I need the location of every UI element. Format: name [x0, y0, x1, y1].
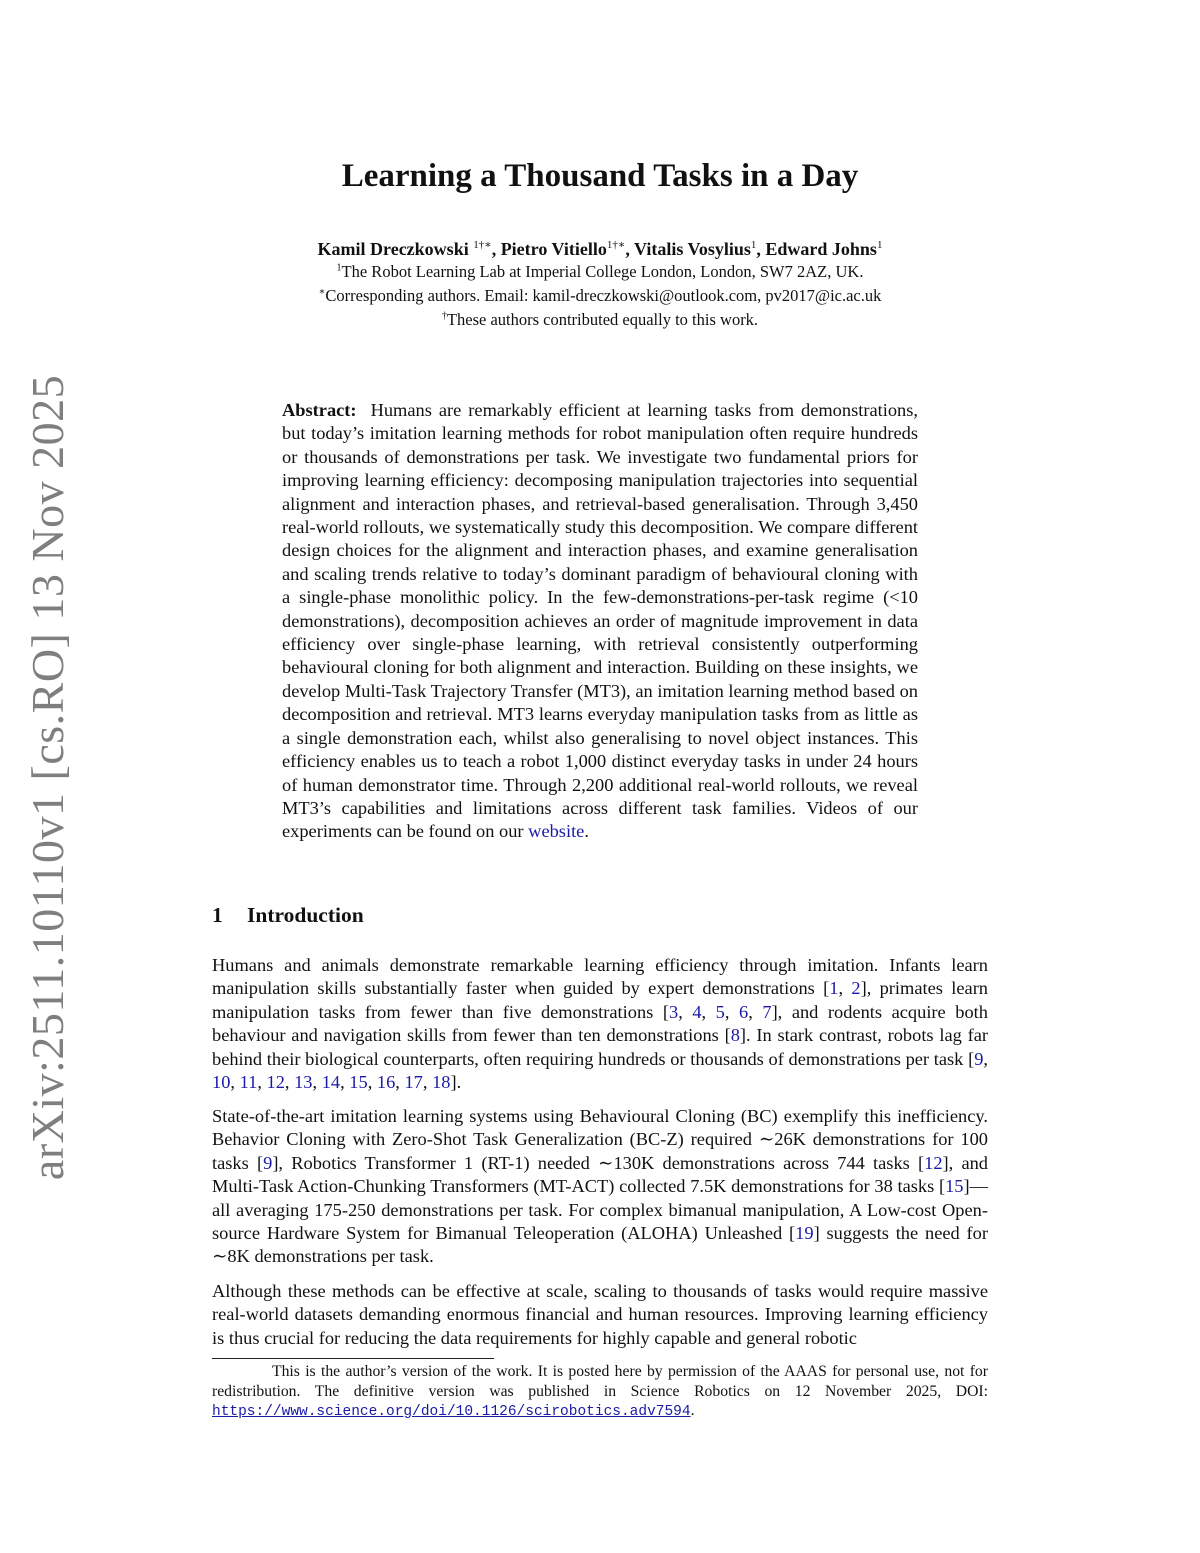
citation-link[interactable]: 18 — [432, 1072, 451, 1093]
paragraph-text: Humans and animals demonstrate remarkable learning efficiency through imitation. Infants learn manipulation skills substantially faster when guided by expert demonstrations [ — [212, 955, 988, 999]
corresponding-line — [0, 286, 1200, 306]
author-separator: , — [756, 239, 766, 259]
footnote-text: This is the author’s version of the work. It is posted here by permission of the AAAS for personal use, not for redistribution. The definitive version was published in Science Robotics on 12 November 2025, DOI: — [212, 1363, 988, 1400]
citation-link[interactable]: 8 — [730, 1025, 740, 1046]
author-separator: , — [625, 239, 634, 259]
paper-title: Learning a Thousand Tasks in a Day — [341, 158, 859, 194]
arxiv-side-stamp — [10, 374, 85, 1181]
citation-link[interactable]: 2 — [851, 978, 861, 999]
paragraph-text: ]. In stark contrast, robots lag far behind their biological counterparts, often requiring hundreds or thousands of demonstrations per task [ — [212, 1025, 988, 1069]
paragraph-text: ], primates learn manipulation tasks from fewer than five demonstrations [ — [212, 978, 989, 1022]
citation-link[interactable]: 15 — [945, 1176, 964, 1197]
author-name: Kamil Dreczkowski — [317, 239, 469, 259]
citation-link[interactable]: 10 — [212, 1072, 231, 1093]
equal-contribution-line — [0, 310, 1200, 330]
abstract-label: Abstract: — [282, 400, 357, 420]
corresponding-text: Corresponding authors. Email: kamil-dreczkowski@outlook.com, pv2017@ic.ac.uk — [325, 286, 882, 305]
paragraph-text: , — [257, 1072, 267, 1093]
paragraph-text: , — [367, 1072, 377, 1093]
affiliation-line — [0, 262, 1200, 282]
author-separator: , — [491, 239, 501, 259]
abstract — [282, 399, 918, 844]
section-number: 1 — [212, 903, 223, 927]
section-heading — [212, 903, 364, 928]
paragraph-text: , — [284, 1072, 295, 1093]
citation-link[interactable]: 9 — [263, 1152, 273, 1173]
footnote-end: . — [690, 1402, 695, 1419]
paragraph-text: ], and rodents acquire both behaviour and navigation skills from fewer than ten demonstrations [ — [212, 1001, 988, 1046]
citation-link[interactable]: 5 — [715, 1001, 725, 1022]
paragraph-text: ], and Multi-Task Action-Chunking Transformers (MT-ACT) collected 7.5K demonstrations for 38 tasks [ — [212, 1152, 989, 1197]
author-affiliation-mark: 1 — [750, 239, 757, 251]
citation-link[interactable]: 17 — [404, 1072, 423, 1093]
paragraph-text: , — [678, 1001, 693, 1022]
paragraph-text: ], Robotics Transformer 1 (RT-1) needed ∼130K demonstrations across 744 tasks [ — [272, 1152, 925, 1173]
author-name: Edward Johns — [765, 239, 877, 259]
website-link[interactable]: website — [528, 821, 585, 842]
author-affiliation-mark: 1†∗ — [473, 239, 492, 251]
equal-contribution-mark: † — [441, 310, 447, 322]
citation-link[interactable]: 12 — [924, 1152, 943, 1173]
intro-paragraph-1 — [212, 954, 988, 1094]
citation-link[interactable]: 15 — [349, 1072, 368, 1093]
citation-link[interactable]: 19 — [795, 1223, 814, 1244]
intro-paragraph-2 — [212, 1105, 988, 1269]
doi-link[interactable]: https://www.science.org/doi/10.1126/scirobotics.adv7594 — [212, 1404, 691, 1420]
paragraph-text: , — [701, 1001, 716, 1022]
affiliation-mark: 1 — [336, 262, 342, 274]
author-affiliation-mark: 1†∗ — [606, 239, 626, 251]
footnote — [212, 1362, 988, 1423]
affiliation-text: The Robot Learning Lab at Imperial College London, London, SW7 2AZ, UK. — [341, 262, 864, 281]
section-title: Introduction — [247, 903, 364, 927]
author-affiliation-mark: 1 — [876, 239, 883, 251]
arxiv-identifier: arXiv:2511.10110v1 [cs.RO] 13 Nov 2025 — [22, 374, 73, 1181]
author-name: Pietro Vitiello — [500, 239, 607, 259]
citation-link[interactable]: 16 — [376, 1072, 396, 1093]
citation-link[interactable]: 4 — [692, 1001, 702, 1022]
equal-contribution-text: These authors contributed equally to this work. — [446, 310, 759, 329]
corresponding-mark: ∗ — [318, 286, 326, 298]
paragraph-text: , — [724, 1001, 740, 1022]
paragraph-text: , — [983, 1048, 988, 1069]
abstract-end: . — [584, 821, 589, 842]
paragraph-text: , — [422, 1072, 433, 1093]
paragraph-text: , — [395, 1072, 405, 1093]
paragraph-text: , — [748, 1001, 763, 1022]
citation-link[interactable]: 12 — [266, 1072, 285, 1093]
author-list — [0, 238, 1200, 260]
paragraph-text: Although these methods can be effective at scale, scaling to thousands of tasks would require massive real-world datasets demanding enormous financial and human resources. Improving learning efficiency is thus crucial for reducing the data requirements for highly capable and general robotic — [212, 1281, 988, 1348]
citation-link[interactable]: 14 — [321, 1072, 341, 1093]
citation-link[interactable]: 7 — [762, 1001, 772, 1022]
paragraph-text: , — [838, 978, 852, 999]
citation-link[interactable]: 13 — [294, 1072, 313, 1093]
paragraph-text: ]. — [450, 1072, 462, 1093]
paragraph-text: ]— all averaging 175-250 demonstrations per task. For complex bimanual manipulation, A Low-cost Open-source Hardware System for Bimanual Teleoperation (ALOHA) Unleashed [ — [212, 1176, 988, 1244]
citation-link[interactable]: 3 — [668, 1001, 679, 1022]
paragraph-text: , — [340, 1072, 350, 1093]
paragraph-text: , — [312, 1072, 322, 1093]
citation-link[interactable]: 11 — [239, 1072, 258, 1093]
footnote-rule — [212, 1358, 494, 1359]
citation-link[interactable]: 6 — [739, 1001, 749, 1022]
author-name: Vitalis Vosylius — [634, 239, 751, 259]
abstract-text: Humans are remarkably efficient at learning tasks from demonstrations, but today’s imitation learning methods for robot manipulation often require hundreds or thousands of demonstrations per task. We investigate two fundamental priors for improving learning efficiency: decomposing manipulation trajectories into sequential alignment and interaction phases, and retrieval-based generalisation. Through 3,450 real-world rollouts, we systematically study this decomposition. We compare different design choices for the alignment and interaction phases, and examine generalisation and scaling trends relative to today’s dominant paradigm of behavioural cloning with a single-phase monolithic policy. In the few-demonstrations-per-task regime (<10 demonstrations), decomposition achieves an order of magnitude improvement in data efficiency over single-phase learning, with retrieval consistently outperforming behavioural cloning for both alignment and interaction. Building on these insights, we develop Multi-Task Trajectory Transfer (MT3), an imitation learning method based on decomposition and retrieval. MT3 learns everyday manipulation tasks from as little as a single demonstration each, whilst also generalising to novel object instances. This efficiency enables us to teach a robot 1,000 distinct everyday tasks in under 24 hours of human demonstrator time. Through 2,200 additional real-world rollouts, we reveal MT3’s capabilities and limitations across different task families. Videos of our experiments can be found on our — [282, 400, 918, 842]
citation-link[interactable]: 1 — [829, 978, 839, 999]
paragraph-text: , — [230, 1072, 240, 1093]
paragraph-text: ] suggests the need for ∼8K demonstrations per task. — [212, 1223, 988, 1267]
citation-link[interactable]: 9 — [974, 1048, 984, 1069]
paragraph-text: State-of-the-art imitation learning systems using Behavioural Cloning (BC) exemplify this inefficiency. Behavior Cloning with Zero-Shot Task Generalization (BC-Z) required ∼26K demonstrations for 100 tasks [ — [212, 1106, 988, 1173]
intro-paragraph-3 — [212, 1280, 988, 1350]
